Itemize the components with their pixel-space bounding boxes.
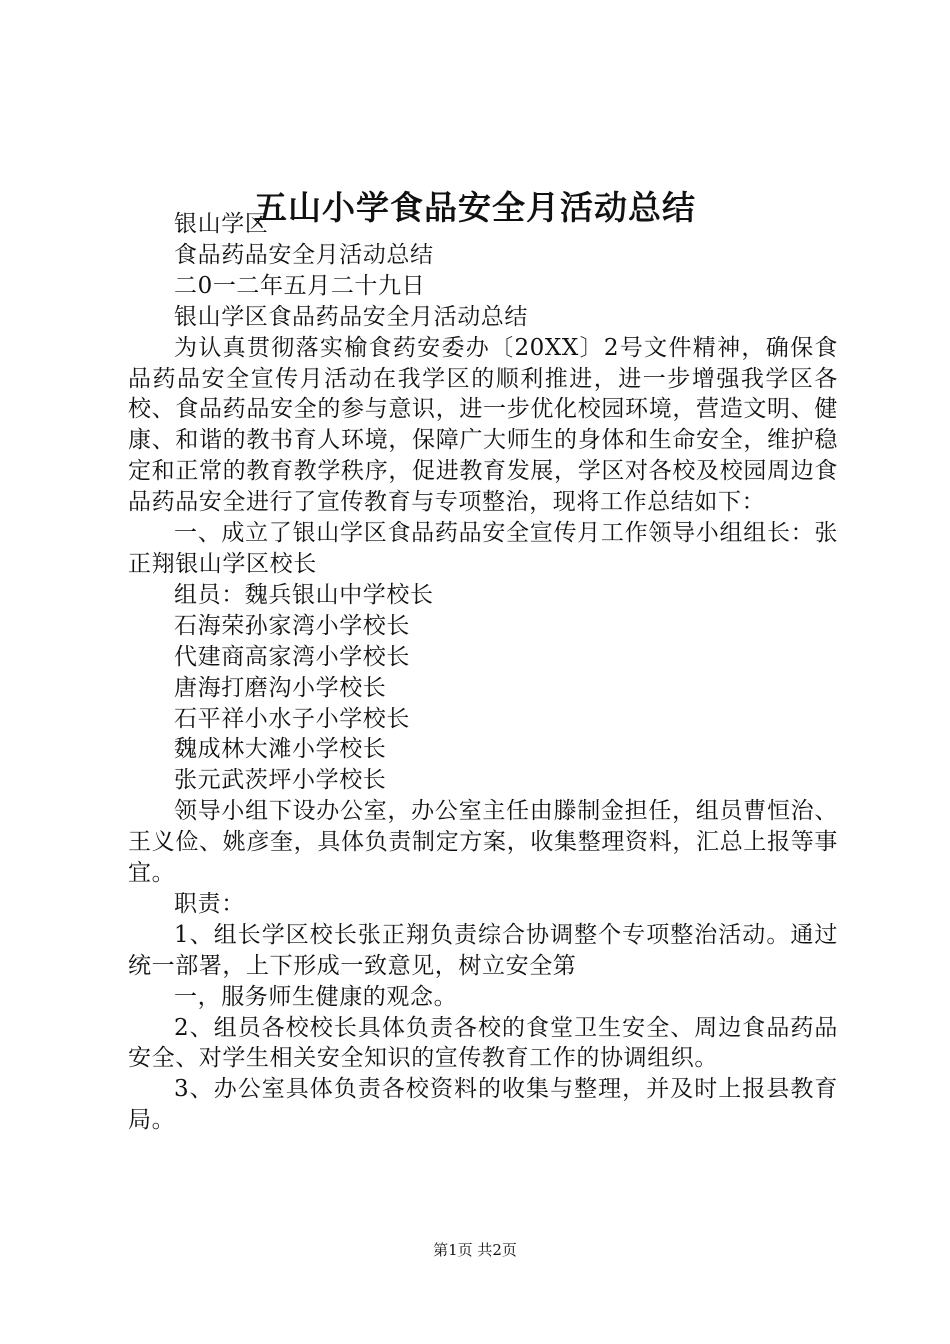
paragraph: 食品药品安全月活动总结 — [174, 241, 434, 268]
paragraph: 领导小组下设办公室，办公室主任由滕制金担任，组员曹恒治、王义俭、姚彦奎，具体负责制定方案，收集整理资料，汇总上报等事宜。 — [128, 798, 838, 887]
paragraph: 银山学区食品药品安全月活动总结 — [174, 303, 528, 330]
paragraph: 职责： — [174, 890, 245, 917]
document-title: 五山小学食品安全月活动总结 — [254, 188, 696, 227]
paragraph: 银山学区 — [174, 211, 269, 237]
paragraph: 2、组员各校校长具体负责各校的食堂卫生安全、周边食品药品安全、对学生相关安全知识的宣传教育工作的协调组织。 — [128, 1014, 838, 1072]
paragraph: 组员：魏兵银山中学校长 — [174, 581, 434, 608]
paragraph: 1、组长学区校长张正翔负责综合协调整个专项整治活动。通过统一部署，上下形成一致意见，树立安全第 — [128, 921, 838, 979]
paragraph: 一，服务师生健康的观念。 — [174, 983, 458, 1010]
paragraph: 唐海打磨沟小学校长 — [174, 674, 387, 701]
document-body — [128, 209, 838, 1136]
paragraph: 为认真贯彻落实榆食药安委办〔20XX〕2号文件精神，确保食品药品安全宣传月活动在我学区的顺利推进，进一步增强我学区各校、食品药品安全的参与意识，进一步优化校园环境，营造文明、健康、和谐的教书育人环境，保障广大师生的身体和生命安全，维护稳定和正常的教育教学秩序，促进教育发展，学区对各校及校园周边食品药品安全进行了宣传教育与专项整治，现将工作总结如下： — [128, 334, 838, 516]
paragraph: 魏成林大滩小学校长 — [174, 736, 387, 763]
paragraph: 3、办公室具体负责各校资料的收集与整理，并及时上报县教育局。 — [128, 1076, 838, 1134]
paragraph: 石平祥小水子小学校长 — [174, 705, 410, 732]
paragraph: 代建商高家湾小学校长 — [174, 643, 410, 670]
paragraph: 张元武茨坪小学校长 — [174, 767, 387, 794]
paragraph: 二0一二年五月二十九日 — [174, 272, 426, 299]
page-footer: 第1页 共2页 — [433, 1241, 517, 1259]
paragraph: 一、成立了银山学区食品药品安全宣传月工作领导小组组长：张正翔银山学区校长 — [128, 520, 838, 577]
paragraph: 石海荣孙家湾小学校长 — [174, 612, 410, 639]
